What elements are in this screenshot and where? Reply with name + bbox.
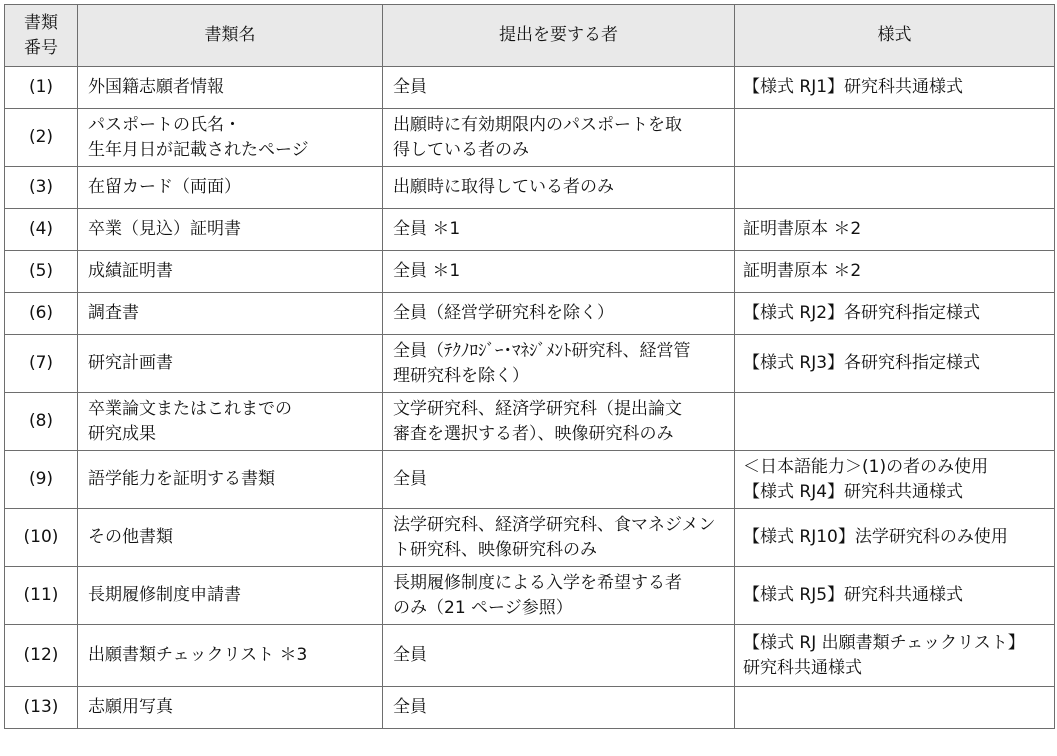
header-format: 様式 bbox=[735, 5, 1055, 67]
table-row bbox=[5, 625, 1055, 687]
document-format-line: 【様式 RJ5】研究科共通様式 bbox=[743, 585, 964, 605]
table-row bbox=[5, 209, 1055, 251]
submitter-cell bbox=[383, 625, 735, 687]
submitter-line: 全員 ＊1 bbox=[393, 219, 461, 239]
document-format-cell bbox=[735, 567, 1055, 625]
document-name-line: 卒業（見込）証明書 bbox=[88, 219, 241, 239]
row-number: (10) bbox=[5, 509, 78, 567]
submitter-line: 出願時に有効期限内のパスポートを取 bbox=[393, 114, 682, 135]
document-format-cell bbox=[735, 167, 1055, 209]
documents-table bbox=[4, 4, 1055, 729]
document-name-cell bbox=[78, 451, 383, 509]
submitter-line: 全員（経営学研究科を除く） bbox=[393, 303, 614, 323]
row-number: (12) bbox=[5, 625, 78, 687]
submitter-line: 全員 bbox=[393, 469, 427, 489]
submitter-line: ト研究科、映像研究科のみ bbox=[393, 539, 597, 560]
submitter-cell bbox=[383, 167, 735, 209]
document-format-cell bbox=[735, 625, 1055, 687]
table-row bbox=[5, 451, 1055, 509]
table-row bbox=[5, 335, 1055, 393]
header-name: 書類名 bbox=[78, 5, 383, 67]
submitter-line: のみ（21 ページ参照） bbox=[393, 597, 573, 618]
document-format-cell bbox=[735, 335, 1055, 393]
table-row bbox=[5, 109, 1055, 167]
document-name-cell bbox=[78, 251, 383, 293]
document-name-line: その他書類 bbox=[88, 527, 173, 547]
document-name-cell bbox=[78, 625, 383, 687]
header-who: 提出を要する者 bbox=[383, 5, 735, 67]
submitter-line: 全員（ﾃｸﾉﾛｼﾞｰ･ﾏﾈｼﾞﾒﾝﾄ研究科、経営管 bbox=[393, 340, 691, 361]
document-name-cell bbox=[78, 67, 383, 109]
document-format-cell bbox=[735, 393, 1055, 451]
table-row bbox=[5, 67, 1055, 109]
document-name-line: 調査書 bbox=[88, 303, 139, 323]
document-format-cell bbox=[735, 451, 1055, 509]
submitter-line: 長期履修制度による入学を希望する者 bbox=[393, 572, 682, 593]
submitter-cell bbox=[383, 509, 735, 567]
document-name-cell bbox=[78, 335, 383, 393]
document-name-cell bbox=[78, 567, 383, 625]
table-row bbox=[5, 567, 1055, 625]
document-name-line: パスポートの氏名・ bbox=[88, 114, 241, 135]
submitter-line: 得している者のみ bbox=[393, 139, 529, 160]
document-format-line: 証明書原本 ＊2 bbox=[743, 261, 862, 281]
document-name-line: 成績証明書 bbox=[88, 261, 173, 281]
table-row bbox=[5, 687, 1055, 729]
table-row bbox=[5, 393, 1055, 451]
submitter-cell bbox=[383, 335, 735, 393]
document-name-line: 研究成果 bbox=[88, 423, 156, 444]
submitter-cell bbox=[383, 67, 735, 109]
document-name-cell bbox=[78, 167, 383, 209]
table-row bbox=[5, 167, 1055, 209]
submitter-line: 理研究科を除く） bbox=[393, 365, 529, 386]
document-name-line: 研究計画書 bbox=[88, 353, 173, 373]
document-name-line: 出願書類チェックリスト ＊3 bbox=[88, 645, 308, 665]
submitter-cell bbox=[383, 209, 735, 251]
document-name-line: 卒業論文またはこれまでの bbox=[88, 398, 292, 419]
document-format-cell bbox=[735, 251, 1055, 293]
row-number: (13) bbox=[5, 687, 78, 729]
submitter-cell bbox=[383, 251, 735, 293]
document-name-line: 外国籍志願者情報 bbox=[88, 77, 224, 97]
submitter-cell bbox=[383, 451, 735, 509]
submitter-line: 審査を選択する者）、映像研究科のみ bbox=[393, 423, 674, 444]
document-name-cell bbox=[78, 393, 383, 451]
document-format-line: 【様式 RJ 出願書類チェックリスト】 bbox=[743, 632, 1025, 653]
submitter-cell bbox=[383, 567, 735, 625]
row-number: (8) bbox=[5, 393, 78, 451]
document-format-line: ＜日本語能力＞(1)の者のみ使用 bbox=[743, 456, 989, 477]
header-number-line-2: 番号 bbox=[24, 37, 58, 58]
document-format-line: 【様式 RJ3】各研究科指定様式 bbox=[743, 353, 981, 373]
document-format-cell bbox=[735, 209, 1055, 251]
submitter-line: 全員 bbox=[393, 697, 427, 717]
document-format-cell bbox=[735, 293, 1055, 335]
table-row bbox=[5, 509, 1055, 567]
document-format-line: 【様式 RJ4】研究科共通様式 bbox=[743, 481, 964, 502]
submitter-line: 出願時に取得している者のみ bbox=[393, 177, 614, 197]
row-number: (4) bbox=[5, 209, 78, 251]
row-number: (2) bbox=[5, 109, 78, 167]
document-name-cell bbox=[78, 209, 383, 251]
submitter-line: 全員 bbox=[393, 77, 427, 97]
document-name-line: 語学能力を証明する書類 bbox=[88, 469, 275, 489]
submitter-cell bbox=[383, 393, 735, 451]
document-name-line: 生年月日が記載されたページ bbox=[88, 139, 309, 160]
document-format-line: 【様式 RJ2】各研究科指定様式 bbox=[743, 303, 981, 323]
document-format-line: 証明書原本 ＊2 bbox=[743, 219, 862, 239]
header-number bbox=[5, 5, 78, 67]
document-format-line: 【様式 RJ10】法学研究科のみ使用 bbox=[743, 527, 1008, 547]
header-number-line-1: 書類 bbox=[24, 12, 58, 33]
submitter-cell bbox=[383, 687, 735, 729]
document-format-line: 【様式 RJ1】研究科共通様式 bbox=[743, 77, 964, 97]
row-number: (3) bbox=[5, 167, 78, 209]
row-number: (11) bbox=[5, 567, 78, 625]
submitter-line: 全員 bbox=[393, 645, 427, 665]
submitter-line: 文学研究科、経済学研究科（提出論文 bbox=[393, 398, 682, 419]
document-format-cell bbox=[735, 67, 1055, 109]
row-number: (6) bbox=[5, 293, 78, 335]
row-number: (9) bbox=[5, 451, 78, 509]
submitter-line: 全員 ＊1 bbox=[393, 261, 461, 281]
document-name-cell bbox=[78, 109, 383, 167]
document-format-line: 研究科共通様式 bbox=[743, 657, 862, 678]
row-number: (5) bbox=[5, 251, 78, 293]
table-row bbox=[5, 293, 1055, 335]
header-row bbox=[5, 5, 1055, 67]
document-name-line: 在留カード（両面） bbox=[88, 177, 241, 197]
submitter-cell bbox=[383, 109, 735, 167]
submitter-line: 法学研究科、経済学研究科、食マネジメン bbox=[393, 514, 716, 535]
document-name-cell bbox=[78, 293, 383, 335]
row-number: (1) bbox=[5, 67, 78, 109]
row-number: (7) bbox=[5, 335, 78, 393]
document-format-cell bbox=[735, 687, 1055, 729]
document-format-cell bbox=[735, 509, 1055, 567]
document-name-line: 志願用写真 bbox=[88, 697, 173, 717]
document-name-cell bbox=[78, 509, 383, 567]
table-row bbox=[5, 251, 1055, 293]
submitter-cell bbox=[383, 293, 735, 335]
document-name-line: 長期履修制度申請書 bbox=[88, 585, 241, 605]
document-name-cell bbox=[78, 687, 383, 729]
document-format-cell bbox=[735, 109, 1055, 167]
